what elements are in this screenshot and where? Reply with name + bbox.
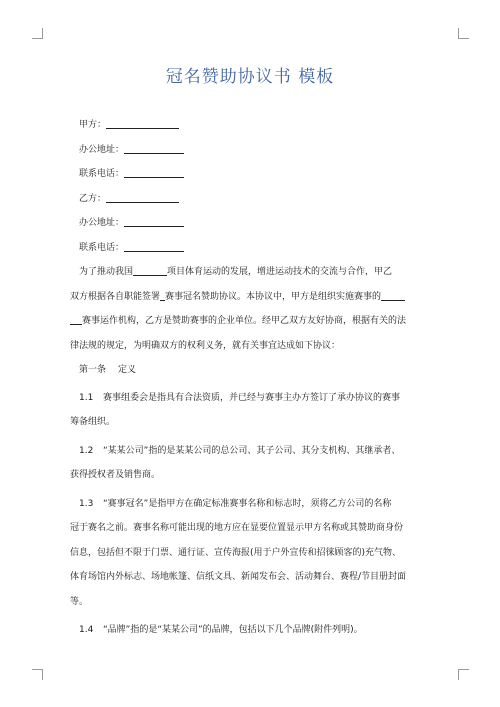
clause-1-3: 1.3 “赛事冠名”是指甲方在确定标准赛事名称和标志时，须将乙方公司的名称 [79, 498, 392, 509]
field-party-a-address [79, 138, 431, 163]
crop-mark-bottom-right [458, 669, 469, 680]
clause-line: 信息，包括但不限于门票、通行证、宣传海报(用于户外宣传和招徕顾客的)充气物、 [70, 547, 402, 558]
crop-mark-top-right [458, 28, 469, 39]
clause-line: 获得授权者及销售商。 [70, 470, 161, 480]
fill-blank[interactable] [124, 167, 184, 178]
clause-1-4: 1.4 “品牌”指的是“某某公司”的品牌，包括以下几个品牌(附件列明)。 [79, 625, 363, 635]
clause-line: 等。 [70, 596, 89, 607]
crop-mark-bottom-left [32, 669, 43, 680]
clause-line: 筹备组织。 [70, 417, 116, 427]
field-party-a-phone [79, 162, 431, 187]
intro-line: 为了推动我国 项目体育运动的发展，增进运动技术的交流与合作，甲乙 [79, 267, 393, 277]
field-label: 甲方： [79, 120, 107, 130]
field-label: 乙方： [79, 193, 107, 204]
intro-line: 赛事运作机构，乙方是赞助赛事的企业单位。经甲乙双方友好协商，根据有关的法 [70, 309, 431, 334]
clause-line: 冠于赛名之前。赛事名称可能出现的地方应在显要位置显示甲方名称或其赞助商身份 [70, 523, 404, 533]
field-party-b-phone [79, 236, 431, 261]
intro-line: 双方根据各自职能签署 赛事冠名赞助协议。本协议中，甲方是组织实施赛事的 [70, 285, 431, 310]
field-label: 联系电话： [79, 242, 125, 253]
fill-blank[interactable] [381, 290, 405, 301]
document-title: 冠名赞助协议书 模板 [165, 67, 335, 87]
clause-1-2: 1.2 “某某公司”指的是某某公司的总公司、其子公司、其分支机构、其继承者、 [79, 445, 401, 456]
fill-blank[interactable] [133, 265, 167, 276]
crop-mark-top-left [32, 28, 43, 39]
article-heading: 第一条 定义 [79, 365, 137, 375]
intro-line: 律法规的规定，为明确双方的权利义务，就有关事宜达成如下协议： [70, 340, 341, 351]
fill-blank[interactable] [70, 314, 82, 325]
fill-blank[interactable] [124, 143, 184, 154]
fill-blank[interactable] [106, 192, 179, 203]
field-label: 办公地址： [79, 144, 125, 155]
clause-1-1: 1.1 赛事组委会是指具有合法资质，并已经与赛事主办方签订了承办协议的赛事 [79, 392, 401, 403]
field-party-b-address [79, 211, 431, 236]
fill-blank[interactable] [124, 216, 184, 227]
field-party-a [79, 113, 431, 138]
fill-blank[interactable] [124, 241, 184, 252]
field-party-b [79, 187, 431, 212]
document-body [70, 113, 431, 643]
fill-blank[interactable] [106, 118, 179, 129]
field-label: 联系电话： [79, 169, 125, 179]
clause-line: 体育场馆内外标志、场地帐篷、信纸文具、新闻发布会、活动舞台、赛程/节目册封面 [70, 572, 407, 582]
field-label: 办公地址： [79, 218, 125, 228]
